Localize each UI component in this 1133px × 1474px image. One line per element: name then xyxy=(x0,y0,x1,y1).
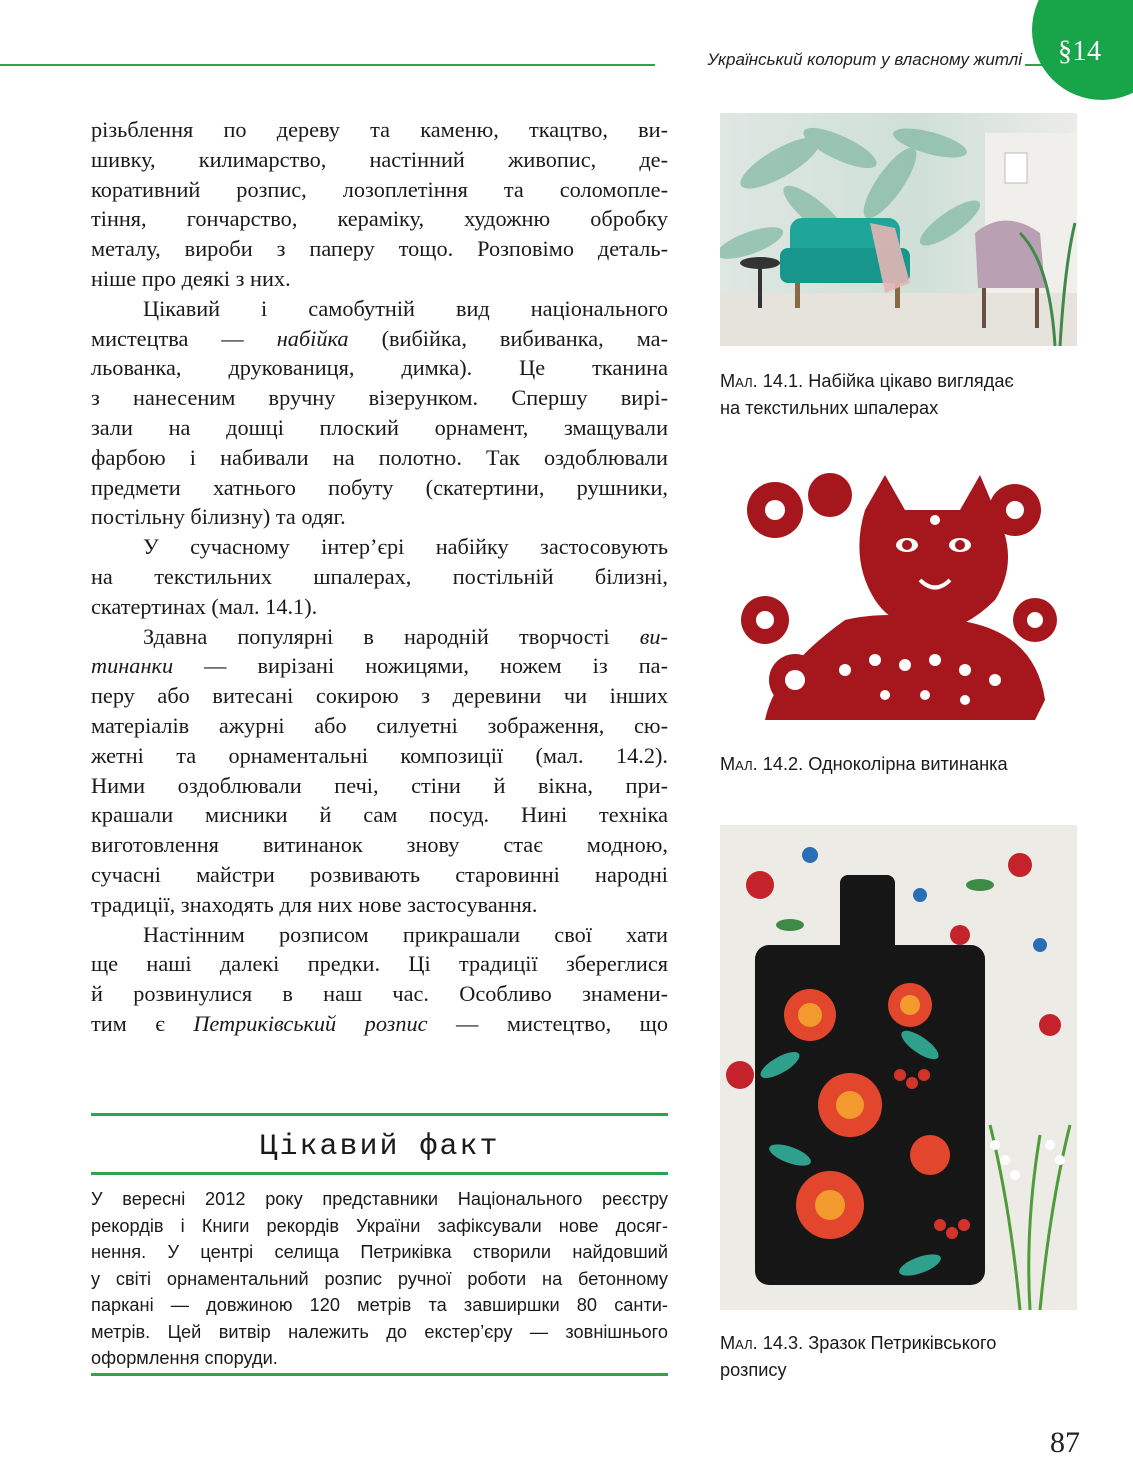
text-line: з нанесеним вручну візерунком. Спершу вирі- xyxy=(91,385,668,411)
fact-title-rule xyxy=(91,1172,668,1175)
text-line: сучасні майстри розвивають старовинні народні xyxy=(91,861,668,887)
fact-title: Цікавий факт xyxy=(259,1130,500,1164)
text-line: перу або витесані сокирою з деревини чи інших xyxy=(91,683,668,709)
text-line: традиції, знаходять для них нове застосування. xyxy=(91,891,538,917)
text-line: тинанки — вирізані ножицями, ножем із па- xyxy=(91,653,668,679)
text-line: шивку, килимарство, настінний живопис, де- xyxy=(91,146,668,172)
text-line: Настінним розписом прикрашали свої хати xyxy=(143,921,668,947)
fact-line: у світі орнаментальний розпис ручної роботи на бетонному xyxy=(91,1268,668,1289)
text-line: на текстильних шпалерах, постільній білизні, xyxy=(91,563,668,589)
text-line: тіння, гончарство, кераміку, художню обробку xyxy=(91,206,668,232)
paragraph-4 xyxy=(91,622,668,920)
text-line: постільну білизну) та одяг. xyxy=(91,504,346,530)
text-line: різьблення по дереву та каменю, ткацтво, ви- xyxy=(91,117,668,142)
figure-14-2-caption: Мал. 14.2. Одноколірна витинанка xyxy=(720,754,1008,774)
text-line: мистецтва — набійка (вибійка, вибиванка, ма- xyxy=(91,325,668,351)
text-line: У сучасному інтер’єрі набійку застосовують xyxy=(143,534,668,560)
text-line: матеріалів ажурні або силуетні зображення, сю- xyxy=(91,712,668,738)
fact-bottom-rule xyxy=(91,1373,668,1376)
text-line: жетні та орнаментальні композиції (мал. 14.2). xyxy=(91,742,668,768)
fact-line: оформлення споруди. xyxy=(91,1348,278,1368)
text-line: предмети хатнього побуту (скатертини, рушники, xyxy=(91,474,668,500)
text-line: виготовлення витинанок знову стає модною, xyxy=(91,832,668,858)
figure-14-2-vytynanka-cat xyxy=(735,470,1057,730)
main-text-column xyxy=(91,115,668,1039)
text-line: тим є Петриківський розпис — мистецтво, що xyxy=(91,1010,668,1036)
figure-14-3-caption: Мал. 14.3. Зразок Петриківського розпису xyxy=(720,1333,997,1380)
text-line: Цікавий і самобутній вид національного xyxy=(143,295,668,321)
fact-top-rule xyxy=(91,1113,668,1116)
fact-line: рекордів і Книги рекордів України зафіксували нове досяг- xyxy=(91,1215,668,1236)
text-line: ще наші далекі предки. Ці традиції збереглися xyxy=(91,951,668,977)
term-petrykivskyi-rozpys: Петриківський розпис xyxy=(193,1010,428,1036)
paragraph-3 xyxy=(91,532,668,621)
text-line: ніше про деякі з них. xyxy=(91,265,291,291)
text-line: металу, вироби з паперу тощо. Розповімо деталь- xyxy=(91,236,668,262)
fact-line: нення. У центрі селища Петриківка створили найдовший xyxy=(91,1242,668,1262)
fact-line: метрів. Цей витвір належить до екстер’єру — зовнішнього xyxy=(91,1321,668,1342)
text-line: крашали мисники й сам посуд. Нині техніка xyxy=(91,802,668,828)
text-line: зали на дошці плоский орнамент, змащували xyxy=(91,414,668,440)
page-number: 87 xyxy=(1050,1426,1080,1459)
paragraph-1 xyxy=(91,115,668,294)
running-header-title: Український колорит у власному житлі xyxy=(707,50,1022,69)
figure-14-1-interior-photo xyxy=(720,113,1077,346)
paragraph-2 xyxy=(91,294,668,532)
text-line: скатертинах (мал. 14.1). xyxy=(91,593,318,619)
header-rule xyxy=(0,64,655,66)
paragraph-5 xyxy=(91,920,668,1039)
fact-text xyxy=(91,1186,668,1372)
text-line: коративний розпис, лозоплетіння та соломопле- xyxy=(91,176,668,202)
fact-line: У вересні 2012 року представники Національного реєстру xyxy=(91,1189,668,1209)
figure-14-3-petrykivka-painting xyxy=(720,825,1077,1310)
term-nabiika: набійка xyxy=(276,325,349,351)
text-line: й розвинулися в наш час. Особливо знамени- xyxy=(91,981,668,1007)
term-vytynanky: тинанки xyxy=(91,653,174,679)
section-number: §14 xyxy=(1058,36,1102,67)
figure-14-1-caption: Мал. 14.1. Набійка цікаво виглядає на текстильних шпалерах xyxy=(720,371,1014,418)
text-line: льованка, друкованиця, димка). Це тканина xyxy=(91,355,668,381)
text-line: фарбою і набивали на полотно. Так оздоблювали xyxy=(91,444,668,470)
text-line: Ними оздоблювали печі, стіни й вікна, при- xyxy=(91,772,668,798)
text-line: Здавна популярні в народній творчості ви- xyxy=(143,623,668,649)
fact-line: паркані — довжиною 120 метрів та завширшки 80 санти- xyxy=(91,1295,668,1315)
